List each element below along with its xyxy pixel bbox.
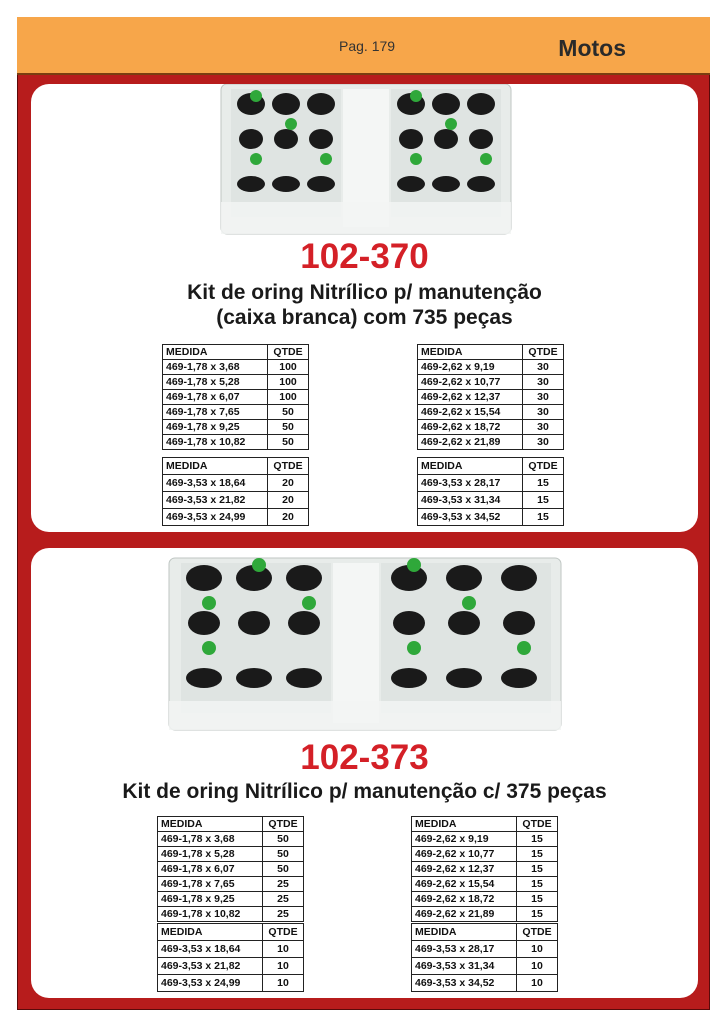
measure-cell: 469-3,53 x 21,82 [158, 958, 263, 975]
qty-cell: 50 [268, 420, 309, 435]
qty-cell: 15 [517, 847, 558, 862]
table-header-row [163, 345, 309, 360]
table-header-row [163, 458, 309, 475]
measure-cell: 469-2,62 x 9,19 [418, 360, 523, 375]
column-header: MEDIDA [412, 924, 517, 941]
table-row [412, 892, 558, 907]
qty-cell: 30 [523, 375, 564, 390]
measure-cell: 469-2,62 x 15,54 [418, 405, 523, 420]
measure-cell: 469-3,53 x 31,34 [412, 958, 517, 975]
table-row [158, 941, 304, 958]
measure-cell: 469-2,62 x 9,19 [412, 832, 517, 847]
page-header [17, 17, 710, 75]
product-code: 102-373 [300, 738, 429, 777]
qty-cell: 50 [263, 847, 304, 862]
qty-cell: 10 [263, 941, 304, 958]
qty-cell: 15 [523, 492, 564, 509]
table-row [158, 975, 304, 992]
spec-table [162, 457, 309, 526]
qty-cell: 30 [523, 390, 564, 405]
qty-cell: 30 [523, 360, 564, 375]
table-row [412, 832, 558, 847]
table-header-row [418, 458, 564, 475]
table-row [163, 390, 309, 405]
qty-cell: 100 [268, 375, 309, 390]
measure-cell: 469-2,62 x 12,37 [418, 390, 523, 405]
measure-cell: 469-3,53 x 34,52 [418, 509, 523, 526]
column-header: MEDIDA [158, 924, 263, 941]
measure-cell: 469-1,78 x 9,25 [163, 420, 268, 435]
measure-cell: 469-2,62 x 12,37 [412, 862, 517, 877]
qty-cell: 25 [263, 907, 304, 922]
qty-cell: 20 [268, 509, 309, 526]
measure-cell: 469-3,53 x 21,82 [163, 492, 268, 509]
qty-cell: 25 [263, 877, 304, 892]
oring-kit-box-photo [159, 553, 571, 733]
measure-cell: 469-2,62 x 18,72 [418, 420, 523, 435]
qty-cell: 15 [523, 509, 564, 526]
qty-cell: 10 [517, 975, 558, 992]
table-row [163, 375, 309, 390]
product-code: 102-370 [300, 237, 429, 276]
table-row [412, 958, 558, 975]
measure-cell: 469-1,78 x 9,25 [158, 892, 263, 907]
table-row [158, 958, 304, 975]
measure-cell: 469-3,53 x 24,99 [158, 975, 263, 992]
table-row [158, 847, 304, 862]
qty-cell: 10 [263, 958, 304, 975]
table-row [163, 405, 309, 420]
section-title: Motos [558, 35, 626, 61]
table-row [163, 435, 309, 450]
qty-cell: 50 [268, 405, 309, 420]
qty-cell: 30 [523, 435, 564, 450]
measure-cell: 469-1,78 x 3,68 [158, 832, 263, 847]
column-header: QTDE [517, 817, 558, 832]
measure-cell: 469-3,53 x 18,64 [163, 475, 268, 492]
description-line-1: Kit de oring Nitrílico p/ manutenção c/ 375 peças [122, 780, 607, 803]
table-header-row [158, 817, 304, 832]
column-header: QTDE [263, 817, 304, 832]
measure-cell: 469-1,78 x 3,68 [163, 360, 268, 375]
page-number: Pag. 179 [339, 38, 396, 54]
table-row [412, 975, 558, 992]
measure-cell: 469-3,53 x 28,17 [418, 475, 523, 492]
spec-table [157, 816, 304, 922]
column-header: MEDIDA [418, 458, 523, 475]
table-row [163, 360, 309, 375]
qty-cell: 15 [523, 475, 564, 492]
measure-cell: 469-3,53 x 34,52 [412, 975, 517, 992]
table-row [418, 475, 564, 492]
oring-kit-box-photo [201, 84, 531, 239]
qty-cell: 10 [517, 941, 558, 958]
table-row [418, 375, 564, 390]
table-row [418, 492, 564, 509]
qty-cell: 100 [268, 360, 309, 375]
measure-cell: 469-1,78 x 7,65 [163, 405, 268, 420]
column-header: QTDE [523, 345, 564, 360]
qty-cell: 30 [523, 420, 564, 435]
description-line-1: Kit de oring Nitrílico p/ manutenção [187, 281, 542, 304]
description-line-2: (caixa branca) com 735 peças [216, 306, 513, 329]
qty-cell: 15 [517, 907, 558, 922]
qty-cell: 15 [517, 877, 558, 892]
qty-cell: 50 [268, 435, 309, 450]
spec-table [411, 923, 558, 992]
column-header: MEDIDA [158, 817, 263, 832]
measure-cell: 469-3,53 x 24,99 [163, 509, 268, 526]
table-row [158, 832, 304, 847]
measure-cell: 469-1,78 x 10,82 [163, 435, 268, 450]
measure-cell: 469-1,78 x 10,82 [158, 907, 263, 922]
measure-cell: 469-1,78 x 7,65 [158, 877, 263, 892]
column-header: QTDE [517, 924, 558, 941]
measure-cell: 469-1,78 x 6,07 [163, 390, 268, 405]
column-header: MEDIDA [163, 458, 268, 475]
spec-table [417, 344, 564, 450]
measure-cell: 469-2,62 x 15,54 [412, 877, 517, 892]
table-row [418, 420, 564, 435]
table-row [418, 390, 564, 405]
table-row [158, 907, 304, 922]
qty-cell: 20 [268, 492, 309, 509]
qty-cell: 10 [263, 975, 304, 992]
product-card-102-370 [31, 84, 698, 532]
table-row [163, 492, 309, 509]
table-row [412, 862, 558, 877]
measure-cell: 469-2,62 x 21,89 [418, 435, 523, 450]
table-row [163, 475, 309, 492]
table-header-row [412, 817, 558, 832]
measure-cell: 469-2,62 x 10,77 [418, 375, 523, 390]
table-row [163, 509, 309, 526]
table-row [412, 941, 558, 958]
qty-cell: 15 [517, 862, 558, 877]
measure-cell: 469-1,78 x 5,28 [158, 847, 263, 862]
column-header: MEDIDA [412, 817, 517, 832]
measure-cell: 469-1,78 x 5,28 [163, 375, 268, 390]
measure-cell: 469-3,53 x 31,34 [418, 492, 523, 509]
qty-cell: 30 [523, 405, 564, 420]
table-row [158, 877, 304, 892]
measure-cell: 469-2,62 x 10,77 [412, 847, 517, 862]
qty-cell: 10 [517, 958, 558, 975]
qty-cell: 100 [268, 390, 309, 405]
measure-cell: 469-1,78 x 6,07 [158, 862, 263, 877]
table-header-row [418, 345, 564, 360]
spec-table [417, 457, 564, 526]
measure-cell: 469-3,53 x 18,64 [158, 941, 263, 958]
table-header-row [158, 924, 304, 941]
table-row [418, 509, 564, 526]
column-header: QTDE [268, 345, 309, 360]
qty-cell: 25 [263, 892, 304, 907]
table-header-row [412, 924, 558, 941]
table-row [418, 435, 564, 450]
measure-cell: 469-2,62 x 18,72 [412, 892, 517, 907]
qty-cell: 20 [268, 475, 309, 492]
table-row [158, 862, 304, 877]
spec-table [162, 344, 309, 450]
table-row [163, 420, 309, 435]
column-header: QTDE [523, 458, 564, 475]
column-header: MEDIDA [418, 345, 523, 360]
column-header: MEDIDA [163, 345, 268, 360]
qty-cell: 50 [263, 832, 304, 847]
measure-cell: 469-2,62 x 21,89 [412, 907, 517, 922]
product-description [31, 779, 698, 804]
qty-cell: 15 [517, 832, 558, 847]
spec-table [411, 816, 558, 922]
column-header: QTDE [263, 924, 304, 941]
table-row [412, 907, 558, 922]
table-row [412, 847, 558, 862]
measure-cell: 469-3,53 x 28,17 [412, 941, 517, 958]
column-header: QTDE [268, 458, 309, 475]
product-card-102-373 [31, 548, 698, 998]
table-row [418, 405, 564, 420]
qty-cell: 50 [263, 862, 304, 877]
qty-cell: 15 [517, 892, 558, 907]
spec-table [157, 923, 304, 992]
table-row [412, 877, 558, 892]
table-row [418, 360, 564, 375]
product-description [31, 280, 698, 330]
table-row [158, 892, 304, 907]
